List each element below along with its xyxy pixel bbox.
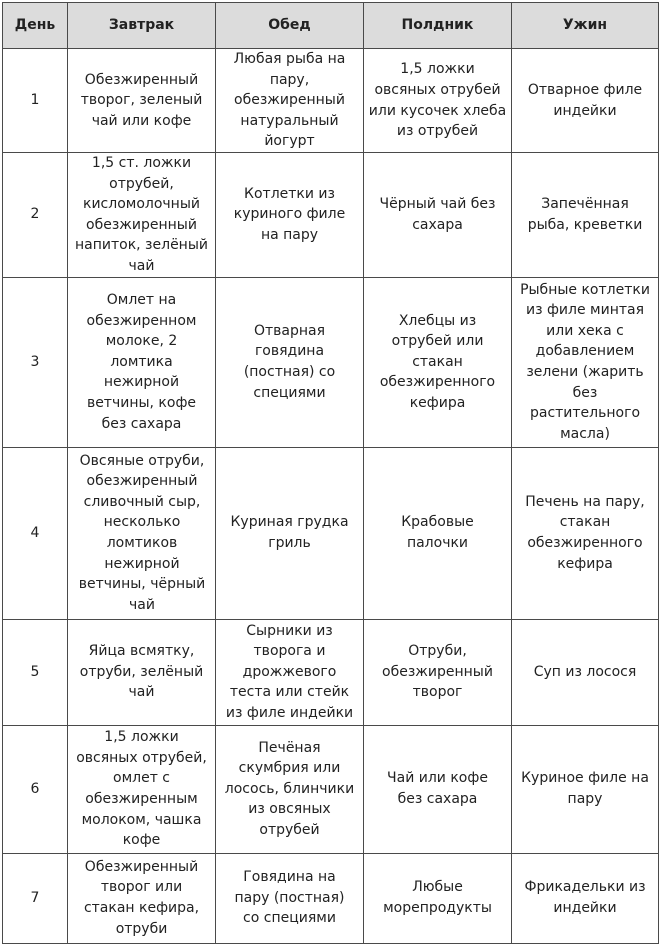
lunch-text: Любая рыба на пару, обезжиренный натуральный йогурт [233, 51, 346, 150]
lunch-cell [216, 277, 364, 447]
table-row [3, 153, 659, 278]
day-cell: 2 [3, 153, 68, 278]
header-lunch: Обед [216, 3, 364, 49]
day-cell: 6 [3, 725, 68, 853]
header-day: День [3, 3, 68, 49]
day-cell: 1 [3, 49, 68, 153]
snack-text: Крабовые палочки [401, 514, 474, 552]
table-row [3, 619, 659, 725]
header-row [3, 3, 659, 49]
breakfast-text: Овсяные отруби, обезжиренный сливочный сыр, несколько ломтиков нежирной ветчины, чёрный чай [78, 452, 206, 613]
lunch-cell [216, 853, 364, 943]
lunch-text: Куриная грудка гриль [230, 514, 349, 552]
lunch-text: Отварная говядина (постная) со специями [243, 322, 336, 401]
breakfast-cell [68, 447, 216, 619]
snack-text: Хлебцы из отрубей или стакан обезжиренного кефира [379, 312, 496, 411]
snack-text: 1,5 ложки овсяных отрубей или кусочек хлеба из отрубей [368, 61, 507, 140]
dinner-text: Печень на пару, стакан обезжиренного кефира [525, 493, 645, 572]
breakfast-cell [68, 49, 216, 153]
snack-text: Любые морепродукты [383, 879, 492, 917]
snack-text: Чёрный чай без сахара [379, 196, 496, 233]
table-row [3, 725, 659, 853]
lunch-text: Печёная скумбрия или лосось, блинчики из овсяных отрубей [224, 739, 355, 838]
lunch-cell [216, 725, 364, 853]
breakfast-text: Обезжиренный творог, зеленый чай или кофе [80, 71, 203, 129]
dinner-text: Рыбные котлетки из филе минтая или хека с добавлением зелени (жарить без растительного масла) [520, 281, 650, 442]
snack-cell [364, 447, 512, 619]
lunch-cell [216, 153, 364, 278]
day-cell: 3 [3, 277, 68, 447]
dinner-cell [512, 447, 659, 619]
dinner-cell [512, 853, 659, 943]
breakfast-cell [68, 153, 216, 278]
day-cell: 7 [3, 853, 68, 943]
lunch-text: Котлетки из куриного филе на пару [233, 185, 346, 244]
table-row [3, 447, 659, 619]
lunch-cell [216, 49, 364, 153]
breakfast-text: Обезжиренный творог или стакан кефира, отруби [83, 858, 200, 937]
table-body [3, 49, 659, 944]
breakfast-text: Яйца всмятку, отруби, зелёный чай [79, 643, 204, 701]
table-row [3, 49, 659, 153]
day-cell: 4 [3, 447, 68, 619]
dinner-text: Куриное филе на пару [521, 770, 649, 808]
dinner-cell [512, 619, 659, 725]
breakfast-cell [68, 853, 216, 943]
lunch-cell [216, 447, 364, 619]
lunch-text: Сырники из творога и дрожжевого теста или стейк из филе индейки [225, 622, 354, 721]
snack-cell [364, 853, 512, 943]
snack-cell [364, 153, 512, 278]
breakfast-cell [68, 725, 216, 853]
diet-table [2, 2, 659, 944]
breakfast-cell [68, 619, 216, 725]
dinner-text: Суп из лосося [533, 663, 637, 680]
header-snack: Полдник [364, 3, 512, 49]
table-header [3, 3, 659, 49]
dinner-cell [512, 725, 659, 853]
snack-cell [364, 49, 512, 153]
breakfast-text: 1,5 ложки овсяных отрубей, омлет с обезжиренным молоком, чашка кофе [76, 729, 207, 849]
dinner-text: Запечённая рыба, креветки [527, 196, 643, 233]
dinner-text: Отварное филе индейки [527, 81, 643, 119]
table-row [3, 277, 659, 447]
header-breakfast: Завтрак [68, 3, 216, 49]
snack-cell [364, 725, 512, 853]
lunch-cell [216, 619, 364, 725]
table-row [3, 853, 659, 943]
dinner-cell [512, 153, 659, 278]
dinner-cell [512, 49, 659, 153]
breakfast-cell [68, 277, 216, 447]
snack-cell [364, 619, 512, 725]
snack-cell [364, 277, 512, 447]
breakfast-text: 1,5 ст. ложки отрубей, кисломолочный обезжиренный напиток, зелёный чай [75, 155, 208, 274]
snack-text: Отруби, обезжиренный творог [382, 643, 493, 701]
lunch-text: Говядина на пару (постная) со специями [234, 869, 345, 927]
header-dinner: Ужин [512, 3, 659, 49]
dinner-cell [512, 277, 659, 447]
dinner-text: Фрикадельки из индейки [524, 879, 646, 917]
breakfast-text: Омлет на обезжиренном молоке, 2 ломтика нежирной ветчины, кофе без сахара [86, 291, 197, 432]
day-cell: 5 [3, 619, 68, 725]
snack-text: Чай или кофе без сахара [387, 770, 488, 808]
